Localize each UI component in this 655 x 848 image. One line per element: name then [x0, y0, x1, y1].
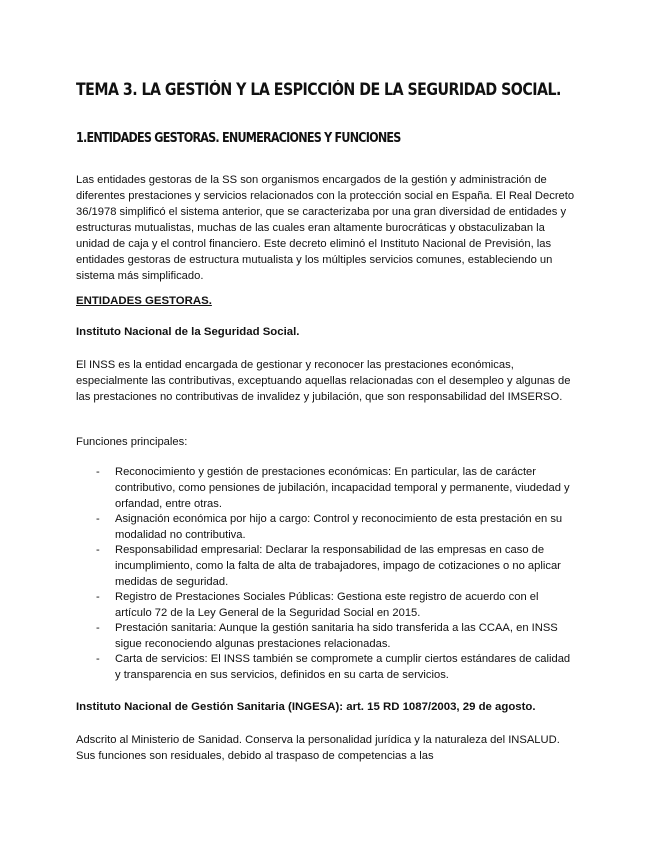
list-item-text: Registro de Prestaciones Sociales Públicas: Gestiona este registro de acuerdo con el artículo 72 de la Ley General de la Seguridad Social en 2015. [115, 591, 539, 619]
list-item-text: Reconocimiento y gestión de prestaciones económicas: En particular, las de carácter contributivo, como pensiones de jubilación, incapacidad temporal y permanente, viudedad y orfandad, entre otras. [115, 466, 570, 510]
list-item [76, 511, 576, 543]
list-item-text: Prestación sanitaria: Aunque la gestión sanitaria ha sido transferida a las CCAA, en INSS sigue reconociendo algunas prestaciones relacionadas. [115, 622, 558, 650]
list-item [76, 589, 576, 621]
list-item [76, 464, 576, 512]
list-item [76, 620, 576, 652]
document-title: TEMA 3. LA GESTIÓN Y LA ESPICCIÓN DE LA SEGURIDAD SOCIAL. [76, 80, 561, 99]
list-item-text: Asignación económica por hijo a cargo: Control y reconocimiento de esta prestación en su modalidad no contributiva. [115, 513, 563, 541]
section-heading: 1.ENTIDADES GESTORAS. ENUMERACIONES Y FUNCIONES [76, 131, 401, 146]
intro-paragraph: Las entidades gestoras de la SS son organismos encargados de la gestión y administración de diferentes prestaciones y servicios relacionados con la protección social en España. El Real Decreto 36/1978 simplificó el sistema anterior, que se caracterizaba por una gran diversidad de entidades y estructuras mutualistas, muchas de las cuales eran altamente burocráticas y obstaculizaban la unidad de caja y el control financiero. Este decreto eliminó el Instituto Nacional de Previsión, las entidades gestoras de estructura mutualista y los múltiples servicios comunes, estableciendo un sistema más simplificado. [76, 174, 575, 282]
list-dash: - [96, 544, 100, 556]
list-dash: - [96, 513, 100, 525]
list-item [76, 651, 576, 683]
list-item-text: Carta de servicios: El INSS también se compromete a cumplir ciertos estándares de calidad y transparencia en sus servicios, definidos en su carta de servicios. [115, 653, 571, 681]
list-dash: - [96, 622, 100, 634]
list-item-text: Responsabilidad empresarial: Declarar la responsabilidad de las empresas en caso de incumplimiento, como la falta de alta de trabajadores, impago de cotizaciones o no aplicar medidas de seguridad. [115, 544, 561, 588]
list-item [76, 542, 576, 590]
inss-paragraph: El INSS es la entidad encargada de gestionar y reconocer las prestaciones económicas, especialmente las contributivas, exceptuando aquellas relacionadas con el desempleo y algunas de las prestaciones no contributivas de invalidez y jubilación, que son responsabilidad del IMSERSO. [76, 359, 571, 403]
functions-label: Funciones principales: [76, 436, 188, 448]
functions-list [76, 464, 576, 682]
entidades-heading: ENTIDADES GESTORAS. [76, 295, 212, 307]
ingesa-heading: Instituto Nacional de Gestión Sanitaria (INGESA): art. 15 RD 1087/2003, 29 de agosto. [76, 701, 536, 713]
inss-heading: Instituto Nacional de la Seguridad Social. [76, 326, 300, 338]
list-dash: - [96, 653, 100, 665]
list-dash: - [96, 466, 100, 478]
ingesa-paragraph: Adscrito al Ministerio de Sanidad. Conserva la personalidad jurídica y la naturaleza del INSALUD. Sus funciones son residuales, debido al traspaso de competencias a las [76, 734, 560, 762]
list-dash: - [96, 591, 100, 603]
